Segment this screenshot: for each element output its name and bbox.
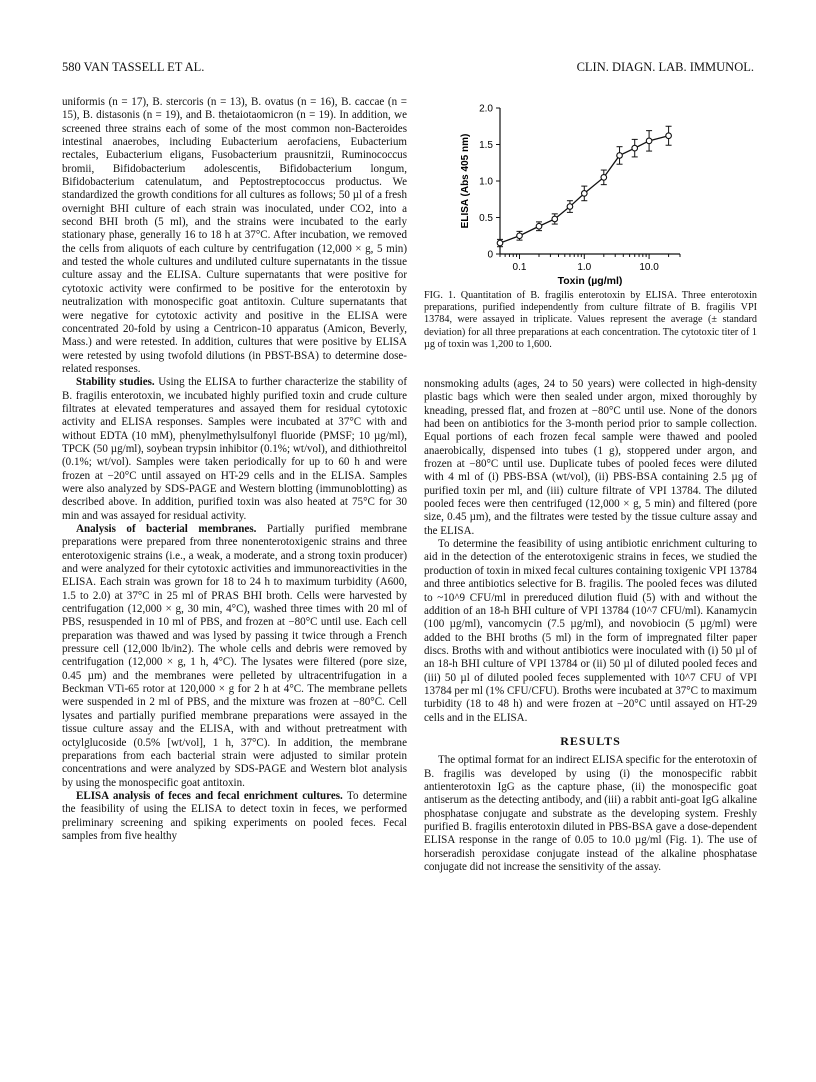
- page-number-authors: 580 VAN TASSELL ET AL.: [62, 60, 205, 74]
- section-heading: Analysis of bacterial membranes.: [76, 523, 257, 535]
- paragraph: [62, 790, 407, 843]
- data-point: [581, 191, 587, 197]
- running-header: [62, 60, 754, 80]
- x-axis-label: Toxin (µg/ml): [557, 275, 623, 286]
- data-point: [601, 175, 607, 181]
- data-point: [632, 145, 638, 151]
- y-tick-label: 0.5: [479, 213, 493, 224]
- paragraph-text: Partially purified membrane preparations were prepared from three nonenterotoxigenic strains and three enterotoxigenic strains (i.e., a weak, a moderate, and a strong toxin producer) and were analyzed for their cytotoxic activities and immunoreactivities in the ELISA. Each strain was grown for 18 to 24 h to maximum turbidity (A600, 1.5 to 2.0) at 37°C in 25 ml of PRAS BHI broth. Cells were harvested by centrifugation (12,000 × g, 30 min, 4°C), washed three times with 20 ml of PBS, resuspended in 10 ml of PBS, and frozen at −80°C until use. Each cell preparation was thawed and was lysed by passing it twice through a French pressure cell (12,000 lb/in2). The whole cells and debris were removed by centrifugation (12,000 × g, 1 h, 4°C). The lysates were filtered (pore size, 0.45 µm) and the membranes were pelleted by ultracentrifugation in a Beckman VTi-65 rotor at 120,000 × g for 2 h at 4°C. The membrane pellets were suspended in 2 ml of PBS, and the mixture was frozen at −80°C. Cell lysates and partially purified membrane preparations were assayed in the tissue culture assay and the ELISA, with and without pretreatment with octylglucoside (0.5% [wt/vol], 1 h, 37°C). In addition, the membrane preparations from each bacterial strain were adjusted to similar protein concentrations and were analyzed by SDS-PAGE and Western blot analysis by using the monospecific goat antitoxin.: [62, 523, 407, 789]
- elisa-chart: [430, 96, 740, 286]
- data-point: [497, 240, 503, 246]
- paragraph: To determine the feasibility of using antibiotic enrichment culturing to aid in the detection of the enterotoxigenic strains in feces, we studied the production of toxin in mixed fecal cultures containing toxigenic VPI 13784 and three antibiotics selective for B. fragilis. The pooled feces was diluted to ~10^9 CFU/ml in prereduced dilution fluid (5) with and without the addition of an 18-h BHI culture of VPI 13784 (10^7 CFU/ml). Kanamycin (100 µg/ml), vancomycin (7.5 µg/ml), and novobiocin (5 µg/ml) were added to the BHI broths (5 ml) in the form of impregnated filter paper discs. Broths with and without antibiotics were inoculated with (i) 50 µl of an 18-h BHI culture of VPI 13784 or (ii) 50 µl of diluted pooled feces and (iii) 50 µl of diluted pooled feces supplemented with 10^7 CFU of VPI 13784 per ml (1% CFU/CFU). Broths were incubated at 37°C to maximum turbidity (18 to 48 h) and were frozen at −20°C until assayed on HT-29 cells and in the ELISA.: [424, 538, 757, 724]
- data-point: [567, 204, 573, 210]
- data-point: [617, 153, 623, 159]
- results-heading: RESULTS: [560, 733, 621, 748]
- left-column: [62, 96, 407, 843]
- chart-marks: [497, 126, 672, 246]
- y-axis-label: ELISA (Abs 405 nm): [460, 133, 471, 229]
- paragraph-text: To determine the feasibility of using the ELISA to detect toxin in feces, we performed preliminary screening and spiking experiments on pooled feces. Fecal samples from five healthy: [62, 789, 407, 842]
- paragraph-text: Using the ELISA to further characterize the stability of B. fragilis enterotoxin, we incubated highly purified toxin and crude culture filtrates at elevated temperatures and assayed them for residual cytotoxic activity and ELISA responses. Samples were incubated at 37°C with and without EDTA (10 mM), phenylmethylsulfonyl fluoride (PMSF; 10 µg/ml), TPCK (50 µg/ml), soybean trypsin inhibitor (0.1%; wt/vol), and dithiothreitol (0.1%; wt/vol). Samples were taken periodically for up to 60 h and were frozen at −20°C until assayed on HT-29 cells and in the ELISA. Samples were also analyzed by SDS-PAGE and Western blotting (immunoblotting) as described above. In addition, purified toxin was also heated at 75°C for 30 min and was assayed for residual activity.: [62, 376, 407, 522]
- paragraph: The optimal format for an indirect ELISA specific for the enterotoxin of B. fragilis was developed by using (i) the monospecific rabbit antienterotoxin IgG as the capture phase, (ii) the monospecific goat antiserum as the detecting antibody, and (iii) a rabbit anti-goat IgG alkaline phosphatase conjugate and substrate as the developing system. Freshly purified B. fragilis enterotoxin diluted in PBS-BSA gave a dose-dependent ELISA response in the range of 0.05 to 10.0 µg/ml (Fig. 1). The use of horseradish peroxidase conjugate instead of the alkaline phosphatase conjugate did not increase the sensitivity of the assay.: [424, 754, 757, 874]
- figure-caption: FIG. 1. Quantitation of B. fragilis enterotoxin by ELISA. Three enterotoxin preparations, purified independently from culture filtrate of B. fragilis VPI 13784, were assayed in triplicate. Values represent the average (± standard deviation) for all three preparations at each concentration. The cytotoxic titer of 1 µg of toxin was 1,200 to 1,600.: [424, 290, 757, 350]
- data-point: [646, 138, 652, 144]
- y-tick-label: 2.0: [479, 103, 493, 115]
- x-tick-label: 0.1: [512, 262, 527, 273]
- x-tick-label: 1.0: [577, 262, 592, 273]
- right-column: [424, 378, 757, 874]
- paragraph: uniformis (n = 17), B. stercoris (n = 13), B. ovatus (n = 16), B. caccae (n = 15), B. distasonis (n = 19), and B. thetaiotaomicron (n = 19). In addition, we screened three strains each of some of the most common non-Bacteroides intestinal anaerobes, including Eubacterium aerofaciens, Eubacterium rectales, Eubacterium eligans, Fusobacterium prausnitzii, Ruminococcus bromii, Bifidobacterium adolescentis, Bifidobacterium longum, Bifidobacterium catenulatum, and Peptostreptococcus productus. We standardized the growth conditions for all cultures as follows; 50 µl of a fresh overnight BHI culture of each strain was inoculated, under CO2, into a second BHI broth (5 ml), and the strains were incubated to the early stationary phase, generally 16 to 18 h at 37°C. After incubation, we removed the cells from aliquots of each culture by centrifugation (12,000 × g, 5 min) and tested the whole cultures and undiluted culture supernatants in the tissue culture assay and the ELISA. Culture supernatants that were positive for cytotoxic activity were confirmed to be positive for the enterotoxin by neutralization with monospecific goat antitoxin. Culture supernatants that were negative for cytotoxic activity and positive in the ELISA were concentrated 20-fold by using a Centricon-10 apparatus (Amicon, Beverly, Mass.) and were retested. In addition, cultures that were positive by ELISA were retested by using twofold dilutions (in PBST-BSA) to determine dose-related responses.: [62, 96, 407, 375]
- y-tick-label: 0: [487, 249, 493, 261]
- y-tick-label: 1.5: [479, 140, 493, 151]
- section-heading: ELISA analysis of feces and fecal enrichment cultures.: [76, 789, 343, 802]
- y-tick-label: 1.0: [479, 176, 493, 188]
- data-point: [552, 216, 558, 222]
- data-point: [517, 233, 523, 239]
- paragraph: [62, 523, 407, 790]
- data-point: [536, 223, 542, 229]
- data-point: [666, 133, 672, 139]
- paragraph: [62, 376, 407, 523]
- x-tick-label: 10.0: [639, 262, 659, 273]
- journal-name: CLIN. DIAGN. LAB. IMMUNOL.: [576, 60, 754, 74]
- paragraph: nonsmoking adults (ages, 24 to 50 years) were collected in high-density plastic bags which were then sealed under argon, mixed thoroughly by kneading, pressed flat, and frozen at −80°C until use. None of the donors had been on antibiotics for the 3-month period prior to sample collection. Equal portions of each frozen fecal sample were thawed and pooled anaerobically, dispensed into tubes (1 g), stoppered under argon, and frozen at −80°C until use. Duplicate tubes of pooled feces were diluted with 4 ml of (i) PBS-BSA (wt/vol), (ii) PBS-BSA containing 2.5 µg of purified toxin per ml, and (iii) culture filtrate of VPI 13784. The diluted pooled feces were then centrifuged (12,000 × g, 5 min) and filtered (pore size, 0.45 µm), and the filtrates were tested by the tissue culture assay and the ELISA.: [424, 378, 757, 537]
- section-heading: Stability studies.: [76, 376, 155, 389]
